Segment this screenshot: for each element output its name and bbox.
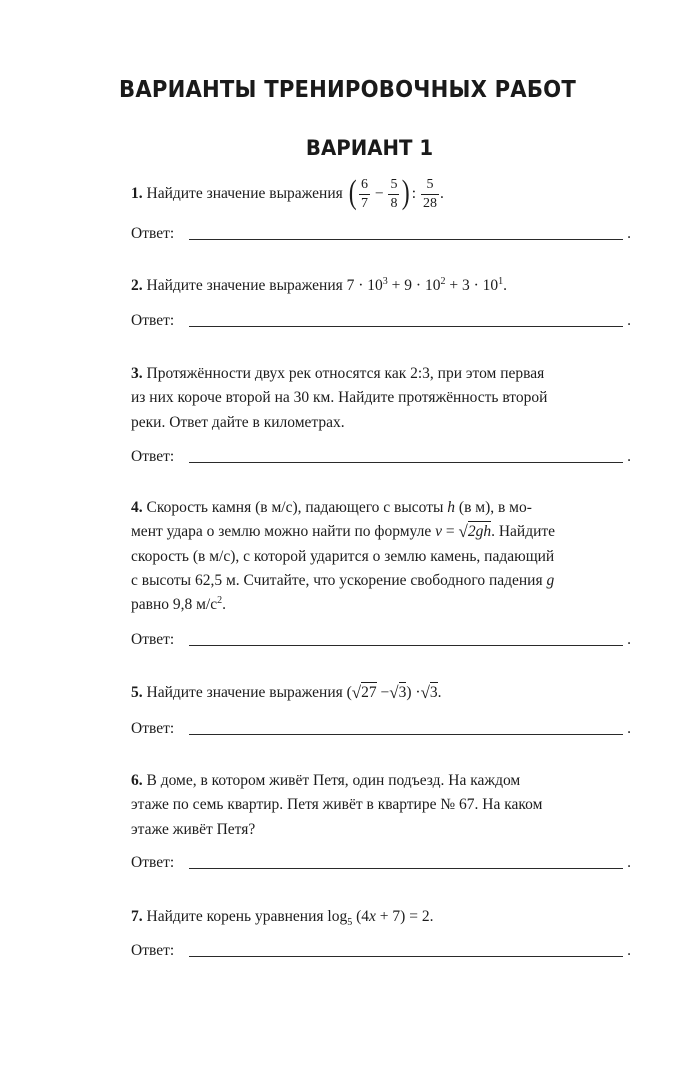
problem-text: Протяжённости двух рек относятся как 2:3, при этом первая bbox=[146, 365, 545, 382]
answer-label: Ответ: bbox=[131, 720, 175, 737]
numerator: 5 bbox=[388, 178, 399, 195]
problem-2 bbox=[131, 274, 635, 298]
answer-end-period: . bbox=[627, 312, 631, 329]
answer-field[interactable] bbox=[189, 239, 623, 240]
problem-4 bbox=[131, 496, 635, 617]
problem-line bbox=[131, 769, 635, 793]
problem-number: 2. bbox=[131, 277, 143, 294]
answer-end-period: . bbox=[627, 448, 631, 465]
problem-text: . Найдите bbox=[491, 523, 556, 541]
answer-end-period: . bbox=[627, 942, 631, 959]
radicand: 3 bbox=[429, 684, 438, 701]
answer-label: Ответ: bbox=[131, 312, 175, 329]
period: . bbox=[439, 185, 444, 203]
problem-line: реки. Ответ дайте в километрах. bbox=[131, 413, 345, 431]
problem-line bbox=[131, 362, 635, 386]
expression-part: + 7) = 2. bbox=[375, 908, 434, 925]
problem-1 bbox=[131, 173, 635, 211]
answer-end-period: . bbox=[627, 225, 631, 242]
log-base: 5 bbox=[347, 917, 353, 928]
expression-part: + 9 · 10 bbox=[387, 277, 441, 294]
problem-3 bbox=[131, 362, 635, 435]
problem-line bbox=[131, 520, 635, 544]
problem-line: этаже живёт Петя? bbox=[131, 820, 256, 838]
expression-part: 7 · 10 bbox=[346, 277, 383, 294]
problem-text: В доме, в котором живёт Петя, один подъезд. На каждом bbox=[146, 772, 521, 789]
answer-row-6[interactable] bbox=[131, 853, 635, 873]
answer-field[interactable] bbox=[189, 868, 623, 869]
answer-label: Ответ: bbox=[131, 631, 175, 648]
multiply-sign: · bbox=[411, 684, 421, 701]
problem-number: 5. bbox=[131, 684, 143, 701]
answer-row-1[interactable] bbox=[131, 224, 635, 244]
problem-line: скорость (в м/с), с которой ударится о землю камень, падающий bbox=[131, 547, 555, 565]
answer-field[interactable] bbox=[189, 645, 623, 646]
problem-line bbox=[131, 496, 635, 520]
problem-6 bbox=[131, 769, 635, 842]
problem-number: 6. bbox=[131, 772, 143, 789]
answer-row-5[interactable] bbox=[131, 719, 635, 739]
answer-end-period: . bbox=[627, 854, 631, 871]
problem-7 bbox=[131, 905, 635, 929]
problem-number: 1. bbox=[131, 185, 143, 203]
period: . bbox=[437, 684, 442, 701]
minus-sign: − bbox=[376, 684, 390, 701]
variant-title: ВАРИАНТ 1 bbox=[305, 136, 434, 160]
denominator: 28 bbox=[422, 196, 437, 211]
exponent: 2 bbox=[440, 276, 446, 287]
answer-end-period: . bbox=[627, 631, 631, 648]
answer-field[interactable] bbox=[189, 326, 623, 327]
exponent: 2 bbox=[217, 595, 223, 607]
problem-text: (в м), в мо- bbox=[455, 499, 532, 516]
sqrt-symbol: √ bbox=[458, 522, 468, 542]
exponent: 1 bbox=[498, 276, 504, 287]
problem-line: этаже по семь квартир. Петя живёт в квартире № 67. На каком bbox=[131, 796, 543, 814]
expression-part: (4 bbox=[352, 908, 370, 925]
answer-end-period: . bbox=[627, 720, 631, 737]
variable-v: v bbox=[435, 523, 443, 541]
answer-label: Ответ: bbox=[131, 854, 175, 871]
problem-number: 4. bbox=[131, 499, 143, 516]
variable-x: x bbox=[369, 908, 376, 925]
problem-text: с высоты 62,5 м. Считайте, что ускорение свободного падения bbox=[131, 571, 547, 589]
denominator: 8 bbox=[390, 196, 398, 211]
minus-sign: − bbox=[374, 185, 384, 203]
radicand: 3 bbox=[398, 684, 407, 701]
answer-label: Ответ: bbox=[131, 942, 175, 959]
radicand: 27 bbox=[361, 684, 377, 701]
log-function: log bbox=[327, 908, 348, 925]
problem-line: из них короче второй на 30 км. Найдите протяжённость второй bbox=[131, 389, 548, 407]
numerator: 6 bbox=[359, 178, 370, 195]
fraction-6-7 bbox=[359, 178, 370, 211]
problem-text: Найдите значение выражения bbox=[146, 277, 343, 294]
problem-line bbox=[131, 569, 635, 593]
problem-text: равно 9,8 м/с bbox=[131, 596, 218, 614]
problem-5 bbox=[131, 681, 635, 705]
fraction-5-28 bbox=[421, 178, 439, 211]
section-title: ВАРИАНТЫ ТРЕНИРОВОЧНЫХ РАБОТ bbox=[119, 77, 576, 103]
radicand: 2gh bbox=[467, 523, 492, 541]
fraction-5-8 bbox=[388, 178, 399, 211]
answer-row-3[interactable] bbox=[131, 447, 635, 467]
problem-text: Найдите корень уравнения bbox=[146, 908, 324, 925]
answer-field[interactable] bbox=[189, 734, 623, 735]
equals-sign: = bbox=[442, 523, 459, 541]
period: . bbox=[222, 596, 226, 614]
problem-number: 3. bbox=[131, 365, 143, 382]
sqrt-symbol: √ bbox=[420, 683, 430, 702]
problem-text: мент удара о землю можно найти по формуле bbox=[131, 523, 436, 541]
answer-row-4[interactable] bbox=[131, 630, 635, 650]
answer-label: Ответ: bbox=[131, 225, 175, 242]
answer-field[interactable] bbox=[189, 956, 623, 957]
problem-text: Найдите значение выражения bbox=[146, 684, 343, 701]
variable-g: g bbox=[546, 571, 555, 589]
right-paren: ) bbox=[406, 684, 412, 701]
sqrt-symbol: √ bbox=[389, 683, 399, 702]
left-paren: ( bbox=[346, 684, 352, 701]
exponent: 3 bbox=[382, 276, 388, 287]
answer-row-2[interactable] bbox=[131, 311, 635, 331]
sqrt-symbol: √ bbox=[351, 683, 362, 702]
denominator: 7 bbox=[360, 196, 368, 211]
numerator: 5 bbox=[421, 178, 439, 195]
right-paren: ) bbox=[402, 173, 411, 211]
division-sign: : bbox=[411, 185, 417, 203]
problem-line bbox=[131, 593, 635, 617]
answer-label: Ответ: bbox=[131, 448, 175, 465]
period: . bbox=[503, 277, 507, 294]
variable-h: h bbox=[447, 499, 456, 516]
answer-field[interactable] bbox=[189, 462, 623, 463]
left-paren: ( bbox=[348, 173, 357, 211]
problem-text: Скорость камня (в м/с), падающего с высоты bbox=[146, 499, 448, 516]
expression-part: + 3 · 10 bbox=[445, 277, 499, 294]
problem-number: 7. bbox=[131, 908, 143, 925]
answer-row-7[interactable] bbox=[131, 941, 635, 961]
problem-text: Найдите значение выражения bbox=[146, 185, 343, 203]
